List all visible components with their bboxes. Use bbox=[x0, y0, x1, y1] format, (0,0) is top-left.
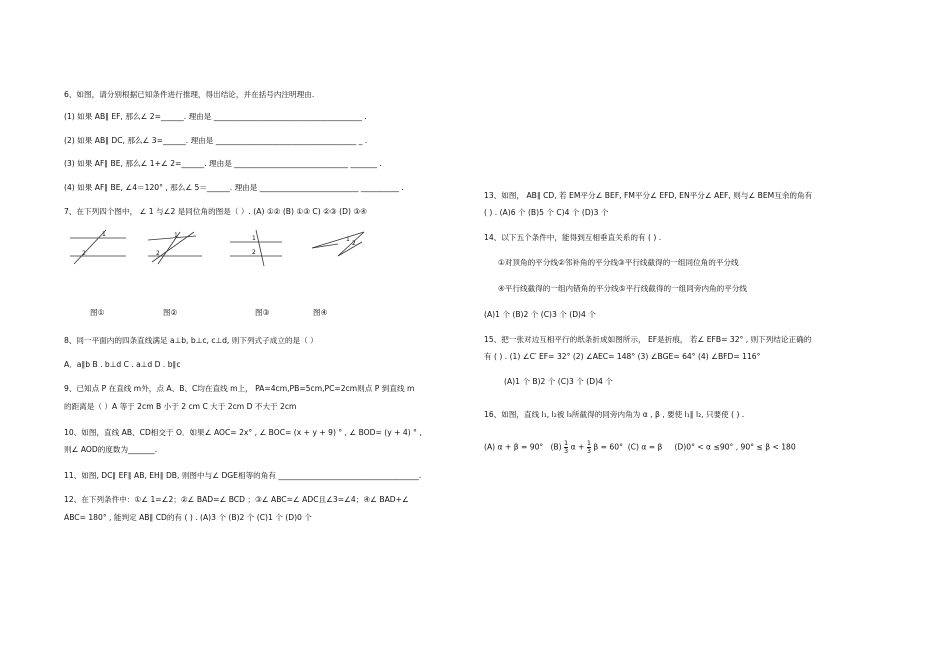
q16-fraction-1: $\frac{1}{3}$ bbox=[564, 439, 569, 455]
q10-line-1: 10、如图，直线 AB、CD相交于 O．如果∠ AOC= 2x° , ∠ BOC= (x + y + 9) ° , ∠ BOD= (y + 4) ° , bbox=[64, 428, 422, 437]
q16-options bbox=[484, 440, 796, 455]
q16-option-c: (C) α = β bbox=[627, 442, 663, 452]
q13-line-1: 13、如图， AB∥ CD, 若 EM平分∠ BEF, FM平分∠ EFD, EN平分∠ AEF, 则与∠ BEM互余的角有 bbox=[484, 191, 813, 200]
q6-title: 6、如图，请分别根据已知条件进行推理，得出结论，并在括号内注明理由. bbox=[64, 90, 315, 99]
q16-text: 16、如图，直线 l₁, l₂被 l₃所截得的同旁内角为 α , β , 要使 l₁∥ l₂, 只要使 ( ) . bbox=[484, 410, 745, 419]
q6-part-2: (2) 如果 AB∥ DC, 那么∠ 3=______. 理由是 _____________________________________ _ . bbox=[64, 136, 368, 145]
q16-fraction-2: $\frac{1}{3}$ bbox=[586, 439, 591, 455]
q6-part-3: (3) 如果 AF∥ BE, 那么∠ 1+∠ 2=______. 理由是 ______________________________ _______ . bbox=[64, 159, 382, 168]
q7-caption-2: 图② bbox=[163, 308, 178, 317]
q7-caption-4: 图④ bbox=[313, 308, 328, 317]
q12-line-2: ABC= 180° , 能判定 AB∥ CD的有 ( ) . (A)3 个 (B)2 个 (C)1 个 (D)0 个 bbox=[64, 513, 312, 522]
q7-fig1-label-1: 1 bbox=[102, 231, 106, 238]
q14-text: 14、以下五个条件中，能得到互相垂直关系的有 ( ) . bbox=[484, 233, 662, 242]
q14-answers: (A)1 个 (B)2 个 (C)3 个 (D)4 个 bbox=[484, 310, 596, 319]
q7-fig4-label-1: 1 bbox=[346, 236, 350, 243]
q13-line-2: ( ) . (A)6 个 (B)5 个 C)4 个 (D)3 个 bbox=[484, 208, 609, 217]
q16-option-b-mid1: α + bbox=[570, 442, 587, 452]
q7-fig1-label-2: 2 bbox=[82, 250, 86, 257]
q8-options: A．a∥b B . b⊥d C . a⊥d D . b∥c bbox=[64, 360, 181, 369]
q16-option-d: (D)0° < α ≤90° , 90° ≤ β < 180 bbox=[674, 442, 796, 452]
q7-figure-4 bbox=[308, 228, 370, 268]
q6-part-1: (1) 如果 AB∥ EF, 那么∠ 2=______. 理由是 _______________________________________ . bbox=[64, 112, 367, 121]
q7-caption-1: 图① bbox=[90, 308, 105, 317]
q7-fig2-label-2: 2 bbox=[156, 250, 160, 257]
q7-caption-3: 图③ bbox=[255, 308, 270, 317]
q7-text: 7、在下列四个图中， ∠ 1 与∠2 是同位角的图是（ ）. (A) ①② (B) ①③ C) ②③ (D) ③④ bbox=[64, 207, 367, 216]
q9-line-1: 9、已知点 P 在直线 m外，点 A、B、C均在直线 m上， PA=4cm,PB=5cm,PC=2cm则点 P 到直线 m bbox=[64, 384, 415, 393]
q7-fig3-label-2: 2 bbox=[252, 249, 256, 256]
q15-line-2: 有 ( ) . (1) ∠C′ EF= 32° (2) ∠AEC= 148° (3) ∠BGE= 64° (4) ∠BFD= 116° bbox=[484, 352, 761, 361]
q10-line-2: 则∠ AOD的度数为_______. bbox=[64, 445, 158, 454]
q7-figure-2 bbox=[144, 228, 206, 266]
q14-option-row-2: ④平行线截得的一组内错角的平分线⑤平行线截得的一组同旁内角的平分线 bbox=[498, 284, 748, 293]
q16-option-b-label: (B) bbox=[550, 442, 565, 452]
q7-fig2-label-1: 1 bbox=[174, 232, 178, 239]
q12-line-1: 12、在下列条件中：①∠ 1=∠2；②∠ BAD=∠ BCD ；③∠ ABC=∠ ADC且∠3=∠4；④∠ BAD+∠ bbox=[64, 495, 409, 504]
q8-text: 8、同一平面内的四条直线满足 a⊥b, b⊥c, c⊥d, 则下列式子成立的是（ ） bbox=[64, 336, 318, 345]
q14-option-row-1: ①对顶角的平分线②邻补角的平分线③平行线截得的一组同位角的平分线 bbox=[498, 258, 739, 267]
q16-option-a: (A) α + β = 90° bbox=[484, 442, 544, 452]
q15-line-1: 15、把一张对边互相平行的纸条折成如图所示， EF是折痕， 若∠ EFB= 32° , 则下列结论正确的 bbox=[484, 335, 812, 344]
q15-answers: (A)1 个 B)2 个 (C)3 个 (D)4 个 bbox=[504, 377, 613, 386]
q7-figure-1 bbox=[66, 226, 128, 266]
q6-part-4: (4) 如果 AF∥ BE, ∠4＝120° , 那么∠ 5＝______. 理由是 __________________________ __________ . bbox=[64, 183, 404, 192]
q7-figure-3 bbox=[228, 228, 284, 268]
q16-option-b-mid2: β = 60° bbox=[593, 442, 623, 452]
q7-fig4-label-2: 2 bbox=[352, 240, 356, 247]
q7-fig3-label-1: 1 bbox=[252, 235, 256, 242]
q11-text: 11、如图, DC∥ EF∥ AB, EH∥ DB, 则图中与∠ DGE相等的角有 _____________________________________. bbox=[64, 471, 422, 480]
q9-line-2: 的距离是（ ）A 等于 2cm B 小于 2 cm C 大于 2cm D 不大于 2cm bbox=[64, 402, 297, 411]
